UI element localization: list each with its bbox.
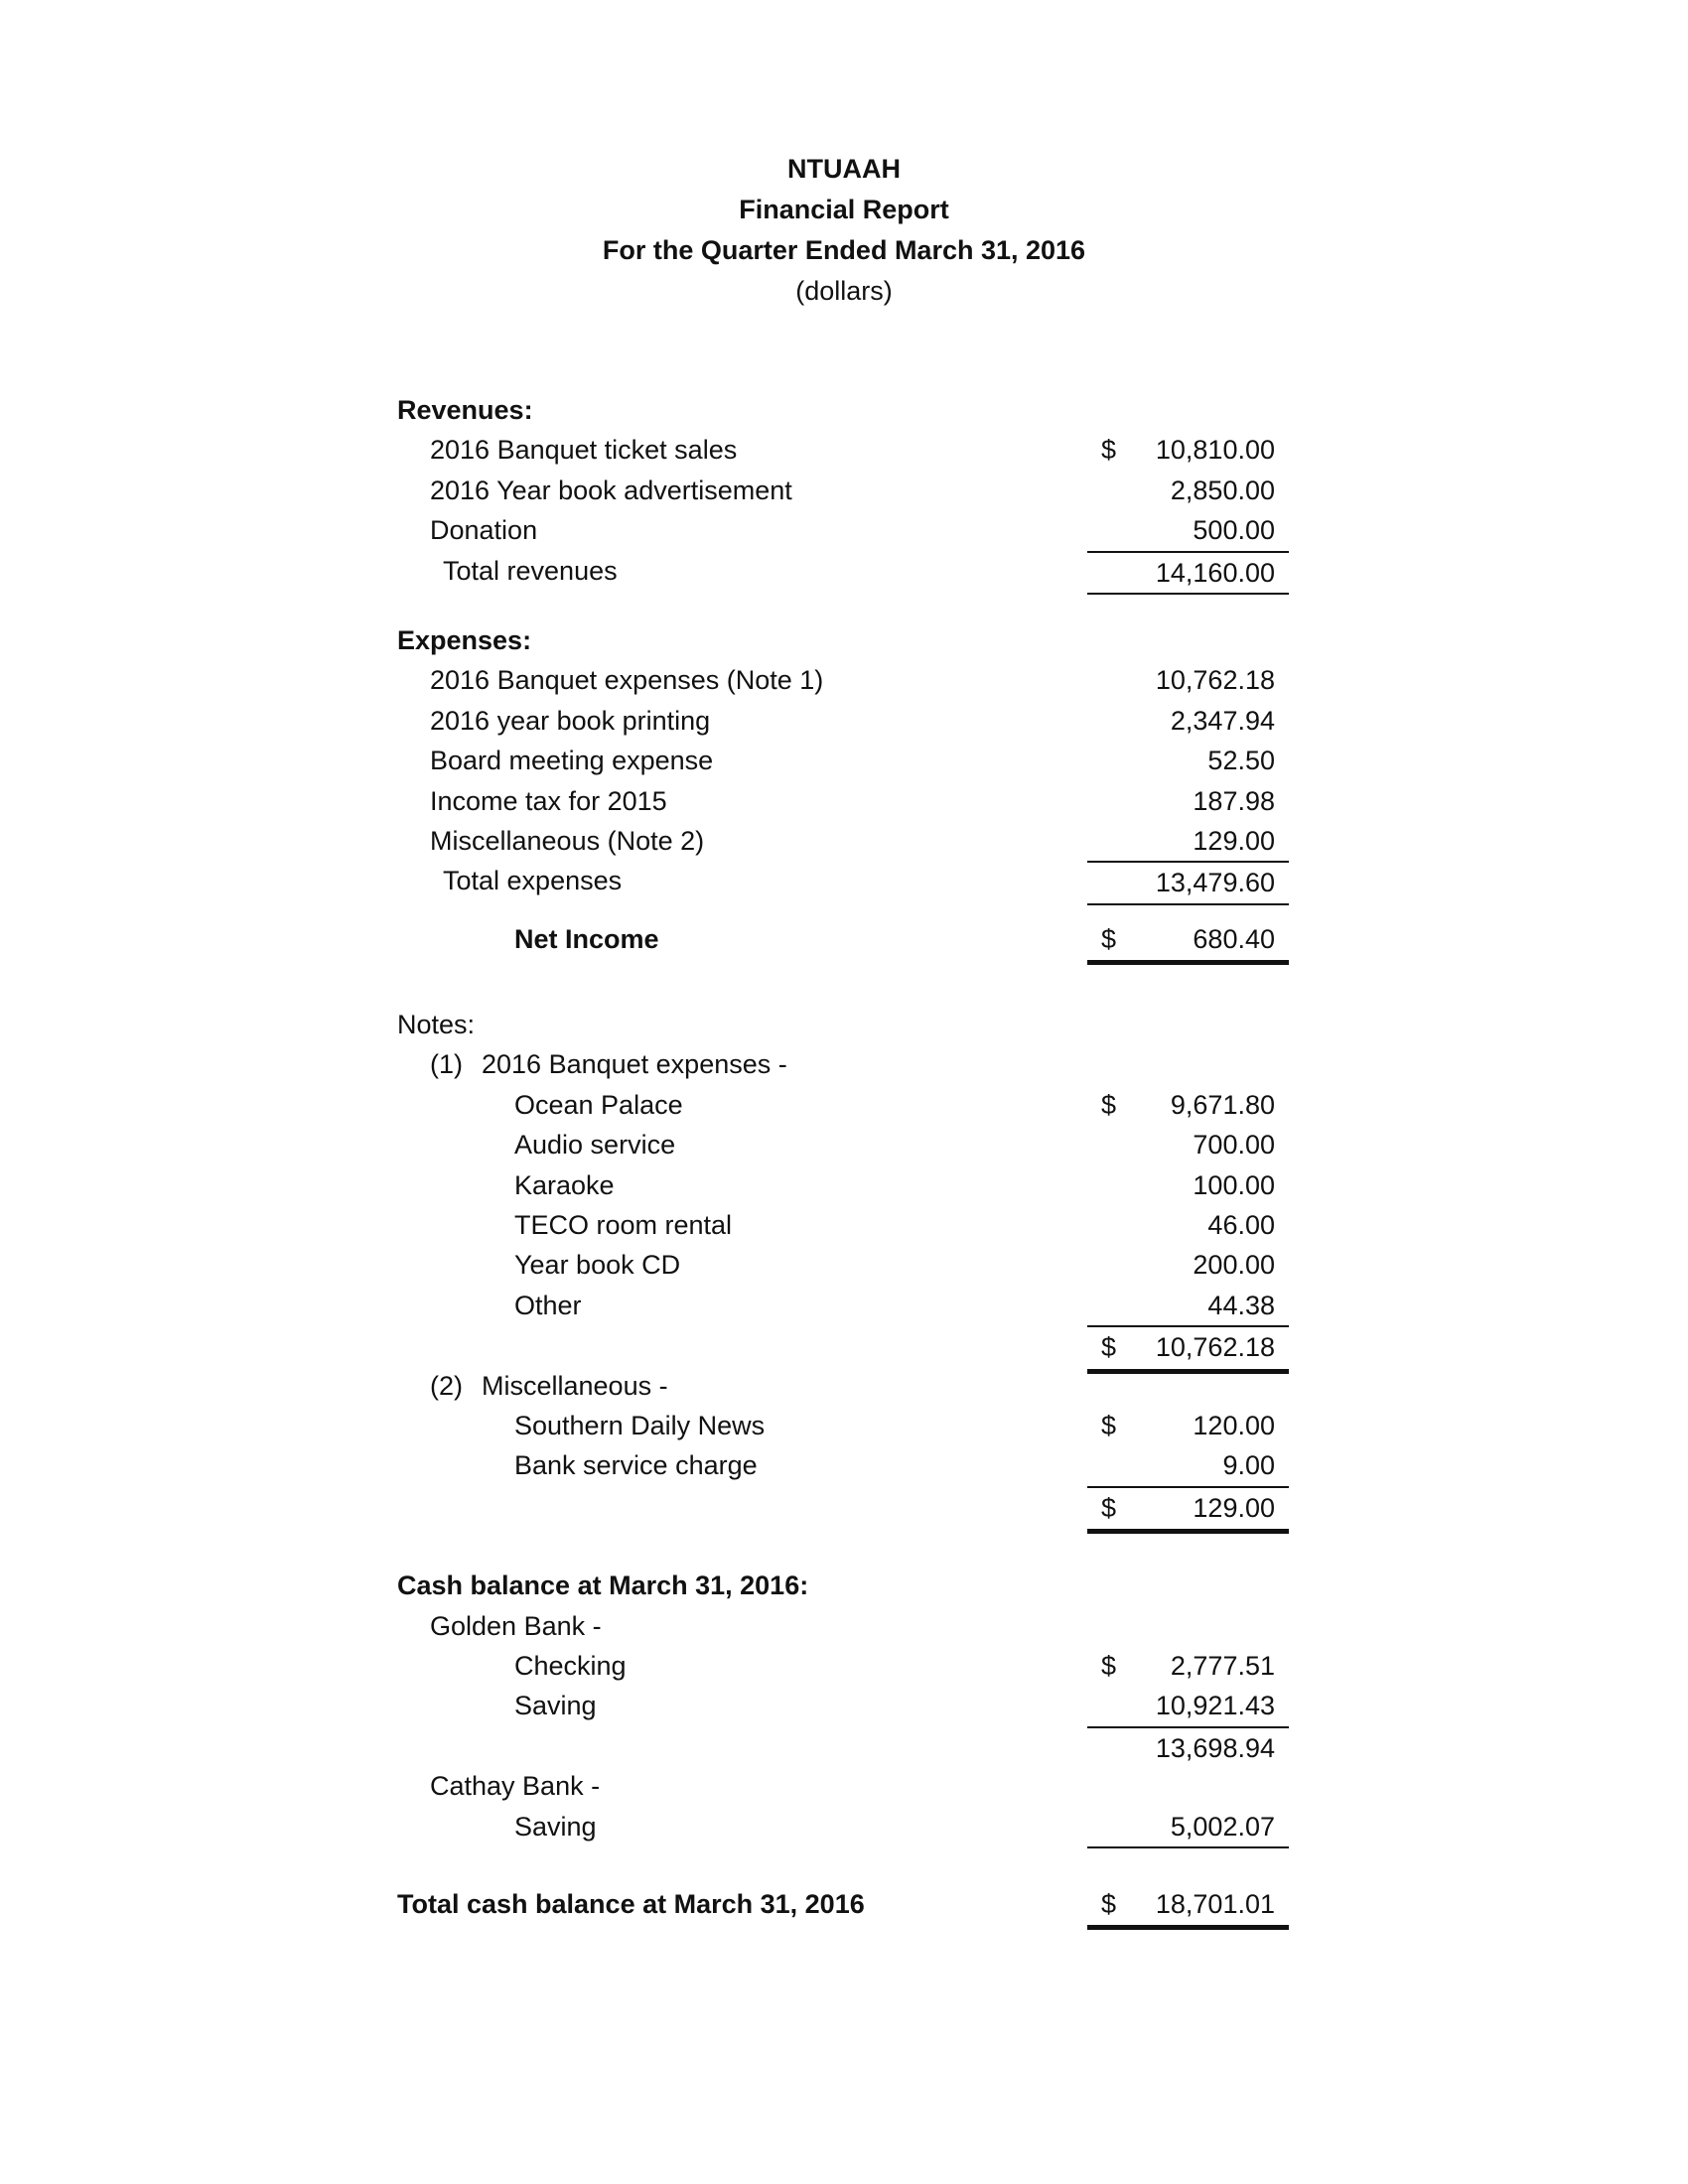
note1-item-cell xyxy=(1087,1205,1289,1245)
note1-item-label: Audio service xyxy=(514,1130,676,1160)
dollar-sign: $ xyxy=(1101,1332,1117,1363)
expense-label: 2016 Banquet expenses (Note 1) xyxy=(430,665,824,696)
total-cash-cell xyxy=(1087,1884,1289,1924)
note1-item-label: Year book CD xyxy=(514,1250,681,1281)
revenue-amount: 10,810.00 xyxy=(1155,435,1275,466)
revenues-heading: Revenues: xyxy=(397,395,533,425)
total-revenues-cell xyxy=(1087,551,1289,593)
note2-item-row xyxy=(397,1406,1291,1445)
expense-amount-cell xyxy=(1087,701,1289,741)
note1-item-amount: 200.00 xyxy=(1193,1250,1275,1281)
net-income-label: Net Income xyxy=(514,923,659,954)
note1-item-row xyxy=(397,1125,1291,1164)
golden-item-cell xyxy=(1087,1686,1289,1725)
net-income-cell xyxy=(1087,919,1289,959)
note1-item-row xyxy=(397,1085,1291,1125)
total-expenses-row xyxy=(397,861,1291,900)
revenue-label: 2016 Banquet ticket sales xyxy=(430,435,738,466)
note2-number: (2) xyxy=(430,1370,463,1401)
expense-row xyxy=(397,781,1291,821)
total-revenues-label: Total revenues xyxy=(443,555,618,586)
revenue-row xyxy=(397,471,1291,510)
revenues-heading-row xyxy=(397,390,1291,430)
expense-amount: 187.98 xyxy=(1193,785,1275,816)
cash-heading: Cash balance at March 31, 2016: xyxy=(397,1570,809,1601)
expense-amount: 129.00 xyxy=(1193,825,1275,856)
note2-total-cell xyxy=(1087,1486,1289,1528)
note2-item-amount: 9.00 xyxy=(1222,1450,1275,1481)
expense-amount-cell xyxy=(1087,741,1289,780)
note1-item-row xyxy=(397,1245,1291,1285)
note1-total-amount: 10,762.18 xyxy=(1155,1332,1275,1363)
note2-item-cell xyxy=(1087,1445,1289,1485)
total-expenses-amount: 13,479.60 xyxy=(1155,868,1275,898)
report-header xyxy=(0,149,1688,312)
golden-item-label: Checking xyxy=(514,1650,627,1681)
report-period: For the Quarter Ended March 31, 2016 xyxy=(602,235,1086,265)
spacer xyxy=(397,901,1291,919)
dollar-sign: $ xyxy=(1101,1492,1117,1523)
note2-title-row xyxy=(397,1366,1291,1406)
net-income-amount: 680.40 xyxy=(1193,923,1275,954)
notes-heading: Notes: xyxy=(397,1010,476,1040)
spacer xyxy=(397,591,1291,620)
note1-item-label: TECO room rental xyxy=(514,1210,733,1241)
spacer xyxy=(397,1846,1291,1884)
expense-row xyxy=(397,821,1291,861)
golden-item-amount: 2,777.51 xyxy=(1170,1650,1275,1681)
note1-item-amount: 46.00 xyxy=(1207,1210,1275,1241)
revenue-amount: 500.00 xyxy=(1193,515,1275,546)
note1-item-cell xyxy=(1087,1286,1289,1325)
expense-amount: 10,762.18 xyxy=(1155,665,1275,696)
note1-title: 2016 Banquet expenses - xyxy=(482,1049,787,1080)
golden-item-amount: 10,921.43 xyxy=(1155,1691,1275,1721)
note2-item-row xyxy=(397,1445,1291,1485)
note1-item-row xyxy=(397,1286,1291,1325)
expense-amount: 52.50 xyxy=(1207,746,1275,776)
dollar-sign: $ xyxy=(1101,1410,1117,1440)
cathay-bank-label: Cathay Bank - xyxy=(430,1771,601,1802)
expense-amount: 2,347.94 xyxy=(1170,705,1275,736)
cathay-item-amount: 5,002.07 xyxy=(1170,1811,1275,1842)
expense-row xyxy=(397,741,1291,780)
note2-item-cell xyxy=(1087,1406,1289,1445)
spacer xyxy=(397,959,1291,1005)
expenses-heading: Expenses: xyxy=(397,624,532,655)
total-revenues-amount: 14,160.00 xyxy=(1155,557,1275,588)
note1-item-cell xyxy=(1087,1085,1289,1125)
revenue-amount-cell xyxy=(1087,430,1289,470)
note2-item-label: Southern Daily News xyxy=(514,1410,766,1440)
total-cash-row xyxy=(397,1884,1291,1924)
golden-item-cell xyxy=(1087,1646,1289,1686)
total-cash-amount: 18,701.01 xyxy=(1155,1888,1275,1919)
note1-total-row xyxy=(397,1325,1291,1365)
expense-label: Miscellaneous (Note 2) xyxy=(430,825,705,856)
note2-total-amount: 129.00 xyxy=(1193,1492,1275,1523)
dollar-sign: $ xyxy=(1101,435,1117,466)
expense-amount-cell xyxy=(1087,781,1289,821)
report-title: Financial Report xyxy=(739,195,949,224)
note1-item-cell xyxy=(1087,1165,1289,1205)
cathay-item-row xyxy=(397,1807,1291,1846)
note1-item-amount: 700.00 xyxy=(1193,1130,1275,1160)
note1-item-label: Ocean Palace xyxy=(514,1089,683,1120)
note1-item-label: Karaoke xyxy=(514,1169,615,1200)
expenses-heading-row xyxy=(397,620,1291,660)
note2-item-label: Bank service charge xyxy=(514,1450,758,1481)
expense-amount-cell xyxy=(1087,660,1289,700)
golden-item-row xyxy=(397,1646,1291,1686)
dollar-sign: $ xyxy=(1101,1650,1117,1681)
cathay-item-cell xyxy=(1087,1807,1289,1846)
revenue-label: 2016 Year book advertisement xyxy=(430,475,792,505)
expense-label: Board meeting expense xyxy=(430,746,714,776)
report-units: (dollars) xyxy=(795,276,893,306)
note1-item-amount: 44.38 xyxy=(1207,1290,1275,1320)
total-cash-label: Total cash balance at March 31, 2016 xyxy=(397,1888,865,1919)
report-body xyxy=(397,390,1291,1924)
note2-total-row xyxy=(397,1486,1291,1526)
cathay-bank-row xyxy=(397,1766,1291,1806)
expense-label: 2016 year book printing xyxy=(430,705,711,736)
expense-row xyxy=(397,660,1291,700)
expense-amount-cell xyxy=(1087,821,1289,861)
note1-item-cell xyxy=(1087,1125,1289,1164)
total-expenses-label: Total expenses xyxy=(443,866,623,896)
note1-item-amount: 100.00 xyxy=(1193,1169,1275,1200)
org-name: NTUAAH xyxy=(787,154,901,184)
cash-heading-row xyxy=(397,1566,1291,1605)
note1-item-row xyxy=(397,1165,1291,1205)
golden-subtotal-row xyxy=(397,1726,1291,1766)
note2-title: Miscellaneous - xyxy=(482,1370,668,1401)
golden-bank-label: Golden Bank - xyxy=(430,1610,602,1641)
notes-heading-row xyxy=(397,1005,1291,1044)
golden-bank-row xyxy=(397,1606,1291,1646)
revenue-amount: 2,850.00 xyxy=(1170,475,1275,505)
revenue-label: Donation xyxy=(430,515,538,546)
note1-title-row xyxy=(397,1044,1291,1084)
golden-subtotal-amount: 13,698.94 xyxy=(1155,1732,1275,1763)
revenue-row xyxy=(397,510,1291,550)
expense-label: Income tax for 2015 xyxy=(430,785,667,816)
golden-item-label: Saving xyxy=(514,1691,597,1721)
total-expenses-cell xyxy=(1087,861,1289,902)
revenue-row xyxy=(397,430,1291,470)
spacer xyxy=(397,1526,1291,1566)
golden-item-row xyxy=(397,1686,1291,1725)
note1-item-cell xyxy=(1087,1245,1289,1285)
note1-total-cell xyxy=(1087,1325,1289,1367)
dollar-sign: $ xyxy=(1101,1888,1117,1919)
revenue-amount-cell xyxy=(1087,471,1289,510)
dollar-sign: $ xyxy=(1101,1089,1117,1120)
revenue-amount-cell xyxy=(1087,510,1289,550)
total-revenues-row xyxy=(397,551,1291,591)
dollar-sign: $ xyxy=(1101,923,1117,954)
expense-row xyxy=(397,701,1291,741)
note1-number: (1) xyxy=(430,1049,463,1080)
note1-item-amount: 9,671.80 xyxy=(1170,1089,1275,1120)
note2-item-amount: 120.00 xyxy=(1193,1410,1275,1440)
note1-item-label: Other xyxy=(514,1290,582,1320)
note1-item-row xyxy=(397,1205,1291,1245)
net-income-row xyxy=(397,919,1291,959)
cathay-item-label: Saving xyxy=(514,1811,597,1842)
golden-subtotal-cell xyxy=(1087,1726,1289,1768)
